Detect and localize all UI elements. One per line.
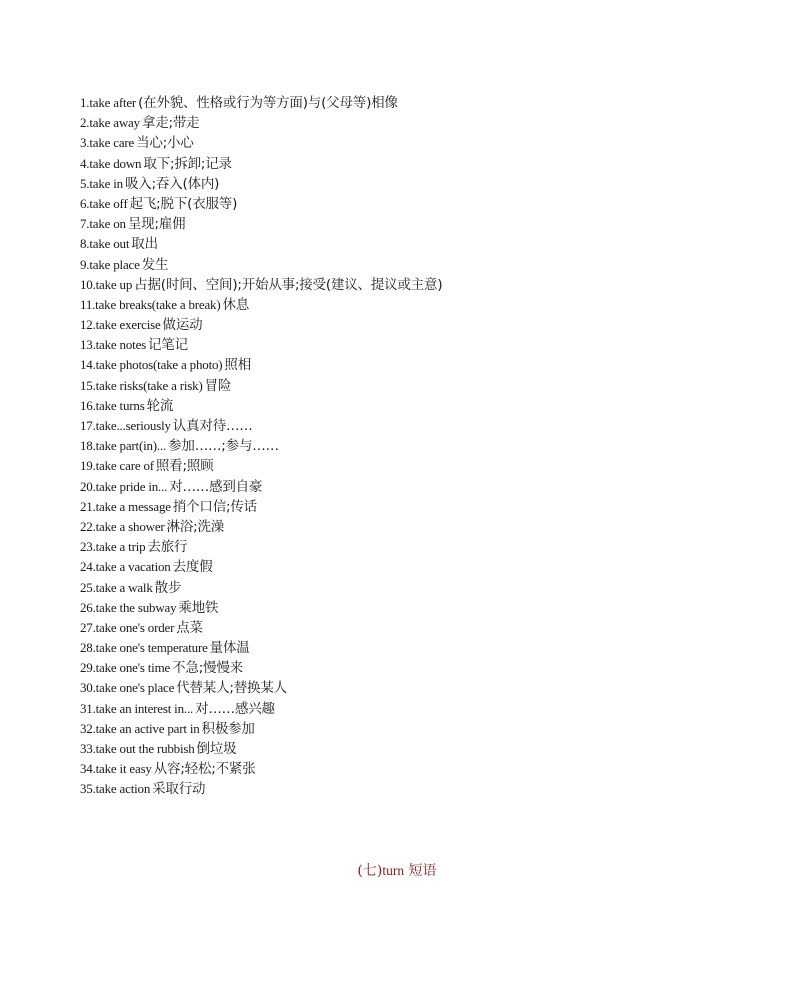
phrase-chinese: 去旅行: [147, 539, 188, 556]
phrase-chinese: 从容;轻松;不紧张: [153, 761, 256, 778]
list-item: [80, 678, 720, 698]
phrase-english: 12.take exercise: [80, 317, 161, 333]
list-item: [80, 618, 720, 638]
phrase-chinese: 照相: [224, 357, 252, 374]
phrase-english: 21.take a message: [80, 498, 171, 514]
phrase-chinese: 采取行动: [152, 781, 206, 798]
list-item: [80, 719, 720, 739]
list-item: [80, 174, 720, 194]
phrase-english: 20.take pride in...: [80, 478, 168, 494]
list-item: [80, 315, 720, 335]
phrase-chinese: 参加……;参与……: [168, 438, 279, 455]
phrase-chinese: 吸入;吞入(体内): [124, 175, 220, 192]
phrase-chinese: 取出: [131, 236, 158, 253]
phrase-chinese: 积极参加: [201, 720, 255, 737]
list-item: [80, 396, 720, 416]
list-item: [80, 456, 720, 476]
phrase-chinese: 对……感到自豪: [169, 478, 263, 495]
list-item: [80, 93, 720, 113]
phrase-chinese: 淋浴;洗澡: [166, 518, 225, 535]
phrase-english: 1.take after: [80, 95, 137, 110]
list-item: [80, 578, 720, 598]
phrase-english: 6.take off: [80, 195, 128, 211]
phrase-chinese: 照看;照顾: [155, 458, 214, 475]
list-item: [80, 557, 720, 577]
list-item: [80, 537, 720, 557]
phrase-english: 35.take action: [80, 781, 151, 797]
phrase-chinese: 代替某人;替换某人: [176, 680, 287, 697]
list-item: [80, 154, 720, 174]
phrase-english: 26.take the subway: [80, 599, 177, 615]
phrase-english: 27.take one's order: [80, 619, 175, 635]
phrase-english: 28.take one's temperature: [80, 640, 208, 656]
phrase-chinese: 散步: [154, 579, 182, 596]
phrase-english: 14.take photos(take a photo): [80, 357, 223, 373]
phrase-chinese: 呈现;雇佣: [127, 216, 186, 233]
list-item: [80, 113, 720, 133]
phrase-english: 10.take up: [80, 276, 133, 292]
list-item: [80, 295, 720, 315]
phrase-list: [80, 93, 720, 800]
list-item: [80, 416, 720, 436]
phrase-chinese: 捎个口信;传话: [172, 498, 257, 515]
list-item: [80, 436, 720, 456]
phrase-english: 15.take risks(take a risk): [80, 377, 203, 393]
phrase-chinese: 起飞;脱下(衣服等): [129, 195, 238, 212]
phrase-chinese: 记笔记: [148, 337, 188, 354]
phrase-english: 22.take a shower: [80, 518, 165, 534]
list-item: [80, 598, 720, 618]
list-item: [80, 234, 720, 254]
phrase-english: 5.take in: [80, 175, 123, 191]
phrase-english: 11.take breaks(take a break): [80, 296, 221, 312]
phrase-chinese: 当心;小心: [136, 135, 194, 152]
phrase-english: 2.take away: [80, 115, 140, 131]
phrase-chinese: (在外貌、性格或行为等方面)与(父母等)相像: [138, 95, 398, 111]
list-item: [80, 517, 720, 537]
phrase-chinese: 乘地铁: [178, 599, 219, 616]
list-item: [80, 759, 720, 779]
phrase-english: 13.take notes: [80, 337, 146, 353]
phrase-chinese: 拿走;带走: [141, 115, 200, 132]
list-item: [80, 214, 720, 234]
phrase-chinese: 不急;慢慢来: [172, 660, 243, 677]
phrase-english: 31.take an interest in...: [80, 700, 194, 716]
phrase-chinese: 取下;拆卸;记录: [143, 155, 232, 172]
list-item: [80, 497, 720, 517]
phrase-english: 32.take an active part in: [80, 720, 200, 736]
phrase-chinese: 认真对待……: [172, 418, 253, 434]
phrase-english: 4.take down: [80, 155, 142, 171]
phrase-english: 8.take out: [80, 236, 130, 252]
list-item: [80, 335, 720, 355]
phrase-chinese: 发生: [141, 256, 169, 273]
phrase-chinese: 量体温: [209, 640, 250, 657]
phrase-english: 18.take part(in)...: [80, 438, 167, 454]
phrase-english: 34.take it easy: [80, 761, 152, 777]
list-item: [80, 194, 720, 214]
list-item: [80, 739, 720, 759]
phrase-chinese: 点菜: [176, 619, 203, 636]
phrase-english: 30.take one's place: [80, 680, 175, 696]
list-item: [80, 275, 720, 295]
phrase-chinese: 轮流: [146, 397, 174, 414]
list-item: [80, 255, 720, 275]
list-item: [80, 355, 720, 375]
section-heading-keyword: turn: [382, 863, 405, 878]
phrase-english: 3.take care: [80, 135, 135, 151]
section-heading-prefix: (七): [357, 863, 383, 879]
phrase-english: 29.take one's time: [80, 660, 171, 676]
phrase-chinese: 休息: [222, 296, 250, 313]
phrase-english: 25.take a walk: [80, 579, 153, 595]
list-item: [80, 658, 720, 678]
phrase-english: 23.take a trip: [80, 539, 146, 555]
phrase-chinese: 冒险: [204, 377, 232, 394]
list-item: [80, 699, 720, 719]
list-item: [80, 133, 720, 153]
phrase-chinese: 去度假: [172, 559, 213, 576]
phrase-english: 16.take turns: [80, 397, 145, 413]
list-item: [80, 779, 720, 799]
phrase-english: 33.take out the rubbish: [80, 741, 195, 756]
section-heading: [0, 860, 794, 880]
section-heading-label: 短语: [408, 863, 437, 879]
phrase-chinese: 做运动: [162, 317, 203, 334]
phrase-chinese: 倒垃圾: [196, 741, 237, 757]
phrase-english: 24.take a vacation: [80, 559, 171, 575]
list-item: [80, 638, 720, 658]
phrase-english: 7.take on: [80, 216, 126, 232]
list-item: [80, 477, 720, 497]
phrase-english: 17.take...seriously: [80, 418, 171, 433]
phrase-chinese: 对……感兴趣: [195, 700, 275, 717]
phrase-english: 9.take place: [80, 256, 140, 272]
phrase-english: 19.take care of: [80, 458, 154, 474]
phrase-chinese: 占据(时间、空间);开始从事;接受(建议、提议或主意): [134, 276, 443, 293]
list-item: [80, 376, 720, 396]
